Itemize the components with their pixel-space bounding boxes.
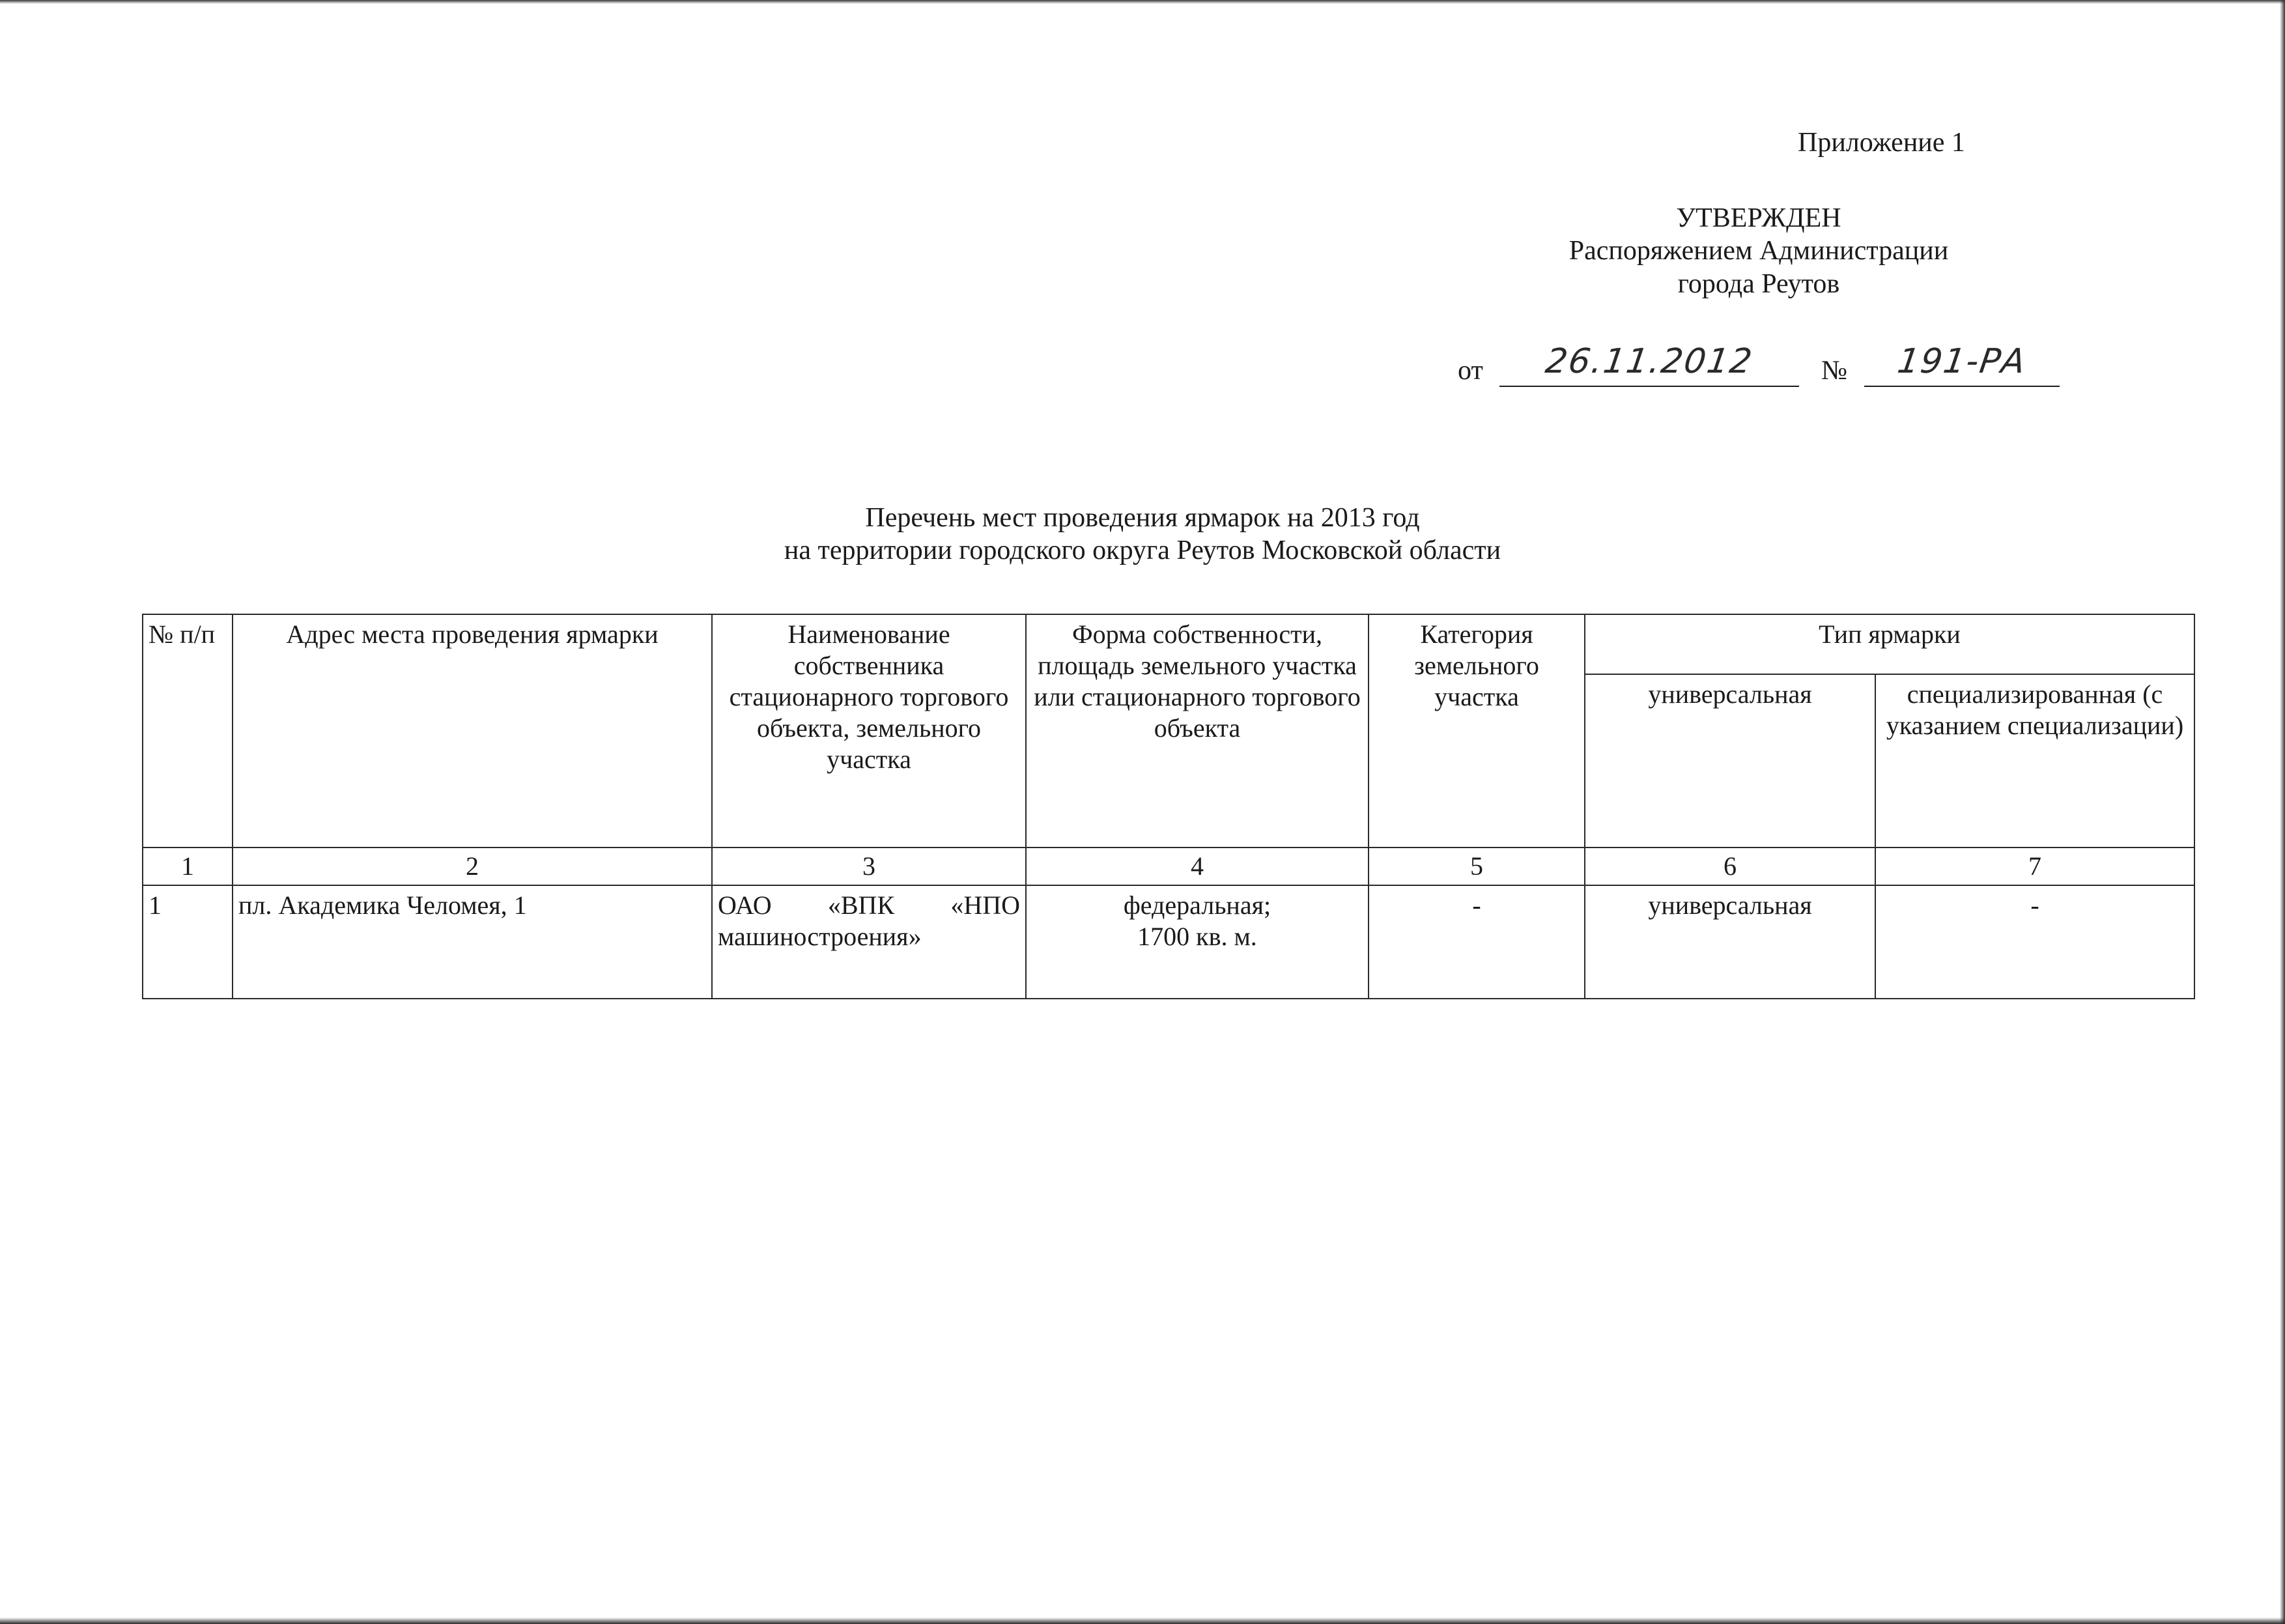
cell-owner: ОАО «ВПК «НПО машиностроения» — [712, 885, 1026, 999]
scan-edge-bottom — [0, 1617, 2285, 1624]
from-label: от — [1458, 356, 1483, 386]
cell-address: пл. Академика Челомея, 1 — [233, 885, 712, 999]
header-num: № п/п — [143, 614, 233, 848]
column-number: 5 — [1369, 848, 1585, 885]
scan-edge-right — [2280, 0, 2285, 1624]
column-number: 2 — [233, 848, 712, 885]
appendix-label: Приложение 1 — [1798, 128, 1965, 158]
header-owner: Наименование собственника стационарного торгового объекта, земельного участка — [712, 614, 1026, 848]
column-number: 1 — [143, 848, 233, 885]
cell-land-category: - — [1369, 885, 1585, 999]
fairs-table — [142, 614, 2195, 999]
column-number: 6 — [1585, 848, 1875, 885]
table-row — [143, 885, 2194, 999]
date-number-line — [1458, 341, 2083, 391]
cell-ownership-line-2: 1700 кв. м. — [1137, 922, 1257, 951]
column-number-row — [143, 848, 2194, 885]
header-fair-type: Тип ярмарки — [1585, 614, 2194, 674]
header-land-category: Категория земельного участка — [1369, 614, 1585, 848]
header-specialized: специализированная (с указанием специализации) — [1875, 674, 2194, 848]
cell-specialized: - — [1875, 885, 2194, 999]
number-field — [1864, 341, 2060, 387]
approval-block — [1400, 202, 2117, 300]
header-address: Адрес места проведения ярмарки — [233, 614, 712, 848]
scan-edge-top — [0, 0, 2285, 4]
cell-universal: универсальная — [1585, 885, 1875, 999]
title-line-1: Перечень мест проведения ярмарок на 2013 год — [865, 503, 1420, 533]
cell-ownership-line-1: федеральная; — [1123, 890, 1271, 920]
cell-num: 1 — [143, 885, 233, 999]
approval-line-1: Распоряжением Администрации — [1568, 236, 1949, 266]
number-label: № — [1821, 356, 1848, 386]
date-field — [1499, 341, 1799, 387]
approval-title: УТВЕРЖДЕН — [1676, 203, 1841, 233]
column-number: 4 — [1026, 848, 1369, 885]
column-number: 3 — [712, 848, 1026, 885]
column-number: 7 — [1875, 848, 2194, 885]
document-title — [0, 502, 2285, 567]
approval-line-2: города Реутов — [1677, 268, 1840, 299]
cell-ownership — [1026, 885, 1369, 999]
header-ownership: Форма собственности, площадь земельного участка или стационарного торгового объекта — [1026, 614, 1369, 848]
handwritten-date: 26.11.2012 — [1542, 341, 1756, 381]
title-line-2: на территории городского округа Реутов Московской области — [784, 535, 1501, 566]
handwritten-number: 191-РА — [1895, 341, 2029, 381]
header-universal: универсальная — [1585, 674, 1875, 848]
